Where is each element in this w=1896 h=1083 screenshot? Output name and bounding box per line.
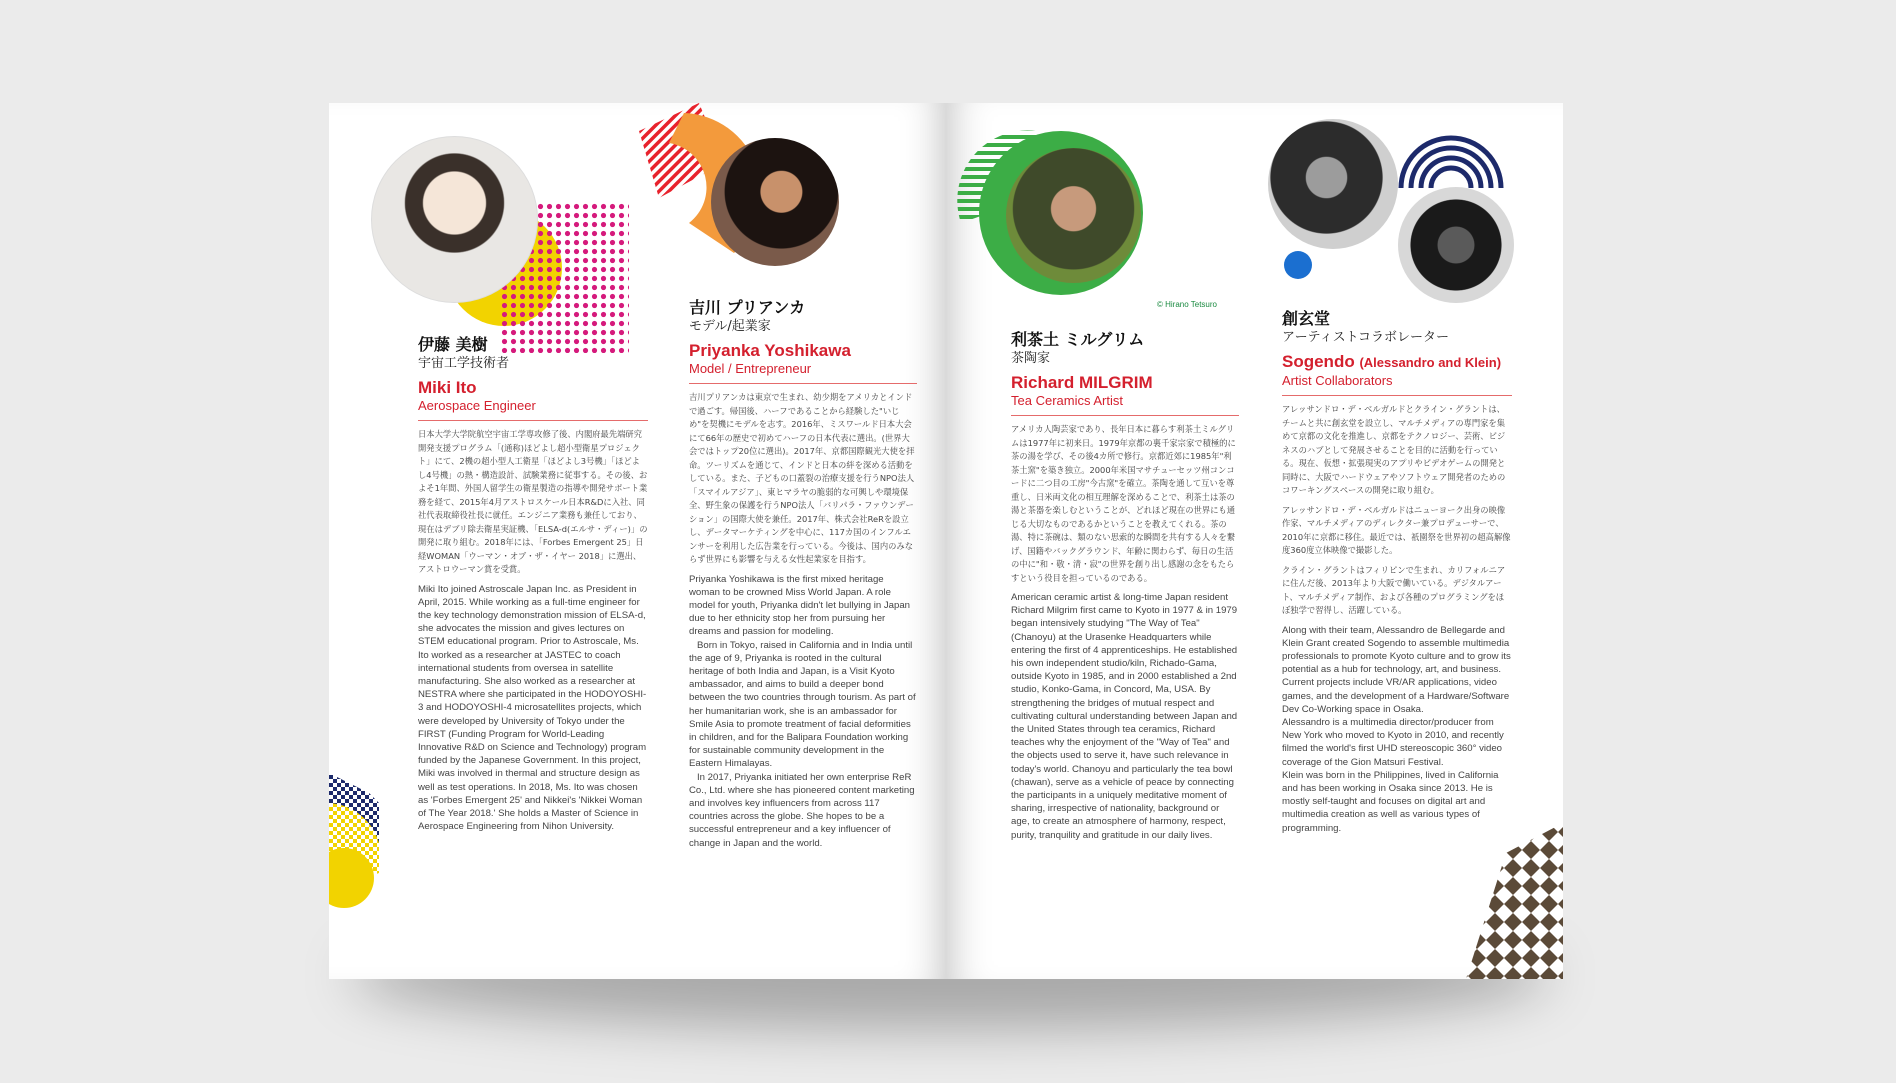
diamond-pattern <box>1466 823 1563 979</box>
blue-circle-shape <box>1284 251 1312 279</box>
name-en: Priyanka Yoshikawa <box>689 341 851 360</box>
name-en: Miki Ito <box>418 378 477 397</box>
role-jp: アーティストコラボレーター <box>1282 330 1450 345</box>
bio-jp: 吉川プリアンカは東京で生まれ、幼少期をアメリカとインドで過ごす。帰国後、ハーフであることから経験した"いじめ"を契機にモデルを志す。2016年、ミスワールド日本大会にて66年の歴史で初めてハーフの日本代表に選出。(世界大会ではトップ20位に選出)。2017年、京都国際観光大使を拝命。ツーリズムを通じて、インドと日本の絆を深める活動をしている。また、子どもの口蓋裂の治療支援を行うNPO法人「スマイルアジア」、東ヒマラヤの脆弱的な可興しや環境保全、野生象の保護を行うNPO法人「バリパラ・ファウンデーション」の国際大使を兼任。2017年、株式会社ReRを設立し、データマーケティングを中心に、117カ国のインフルエンサーを利用した広告業を行っている。今後は、国内のみならず世界にも影響を与える女性起業家を目指す。 <box>689 392 915 564</box>
portrait-photo-miki-ito <box>371 136 538 303</box>
bio-en-2: Born in Tokyo, raised in California and in India until the age of 9, Priyanka is rooted in the cultural heritage of both India and Japan, is a Visit Kyoto ambassador, and aims to build a deeper bond between the two countries through tourism. As part of her humanitarian work, she is an ambassador for Smile Asia to promote treatment of facial deformities in children, and for the Balipara Foundation working for sustainable community development in the Eastern Himalayas. <box>689 639 916 770</box>
role-en: Artist Collaborators <box>1282 373 1393 388</box>
portrait-photo-alessandro <box>1268 119 1398 249</box>
divider <box>689 383 917 384</box>
portrait-photo-richard-milgrim <box>1006 148 1141 283</box>
portrait-photo-klein <box>1398 187 1514 303</box>
bio-en-3: Klein was born in the Philippines, lived in California and has been working in Osaka since 2013. He is mostly self-taught and focuses on digital art and multimedia creation as well as various types of programming. <box>1282 769 1499 834</box>
portrait-photo-priyanka-yoshikawa <box>711 138 839 266</box>
divider <box>418 420 648 421</box>
profile-sogendo <box>1282 309 1512 835</box>
bio-jp-2: アレッサンドロ・デ・ベルガルドはニューヨーク出身の映像作家、マルチメディアのディレクター兼プロデューサーで、2010年に京都に移住。最近では、祇園祭を世界初の超高解像度360度立体映像で撮影した。 <box>1282 504 1511 555</box>
bio-en-2: Alessandro is a multimedia director/producer from New York who moved to Kyoto in 2010, and recently filmed the world's first UHD stereoscopic 360° video coverage of the Gion Matsuri Festival. <box>1282 716 1504 768</box>
name-jp: 伊藤 美樹 <box>418 335 488 354</box>
left-page <box>329 103 946 979</box>
bio-en: American ceramic artist & long-time Japan resident Richard Milgrim first came to Kyoto in 1977 & in 1979 began intensively studying "The Way of Tea" (Chanoyu) at the Urasenke Headquarters while entering the first of 4 apprenticeships. He established his own independent studio/kiln, Richado-Gama, outside Kyoto in 1985, and in 2000 established a 2nd studio, Konko-Gama, in Concord, Ma, USA. By strengthening the bridges of mutual respect and cultivating cultural understanding between Japan and the United States through tea ceramics, Richard teaches why the enjoyment of the "Way of Tea" and the objects used to serve it, have such relevance in today's world. Chanoyu and particularly the tea bowl (chawan), serve as a vehicle of peace by connecting the participants in a uniquely meditative moment of sharing, irrespective of nationality, background or age, to create an atmosphere of harmony, respect, purity, tranquility and gratitude in our daily lives. <box>1011 592 1238 841</box>
profile-richard-milgrim <box>1011 330 1239 842</box>
bio-jp-3: クライン・グラントはフィリピンで生まれ、カリフォルニアに住んだ後、2013年より大阪で働いている。デジタルアート、マルチメディア制作、および各種のプログラミングをほぼ独学で習得し、活躍している。 <box>1282 564 1506 615</box>
bio-en: Miki Ito joined Astroscale Japan Inc. as President in April, 2015. While working as a full-time engineer for the key technology demonstration mission of ELSA-d, she advocates the mission and gives lectures on STEM educational program. Prior to Astroscale, Ms. Ito worked as a researcher at JASTEC to coach international students from oversea in satellite manufacturing. She also worked as a researcher at NESTRA where she participated in the HODOYOSHI-3 and HODOYOSHI-4 microsatellites projects, which were developed by University of Tokyo under the FIRST (Funding Program for World-Leading Innovative R&D on Science and Technology) program funded by the Japanese Government. In this project, Miki was involved in thermal and structure design as well as test operations. In 2018, Ms. Ito was chosen as 'Forbes Emergent 25' and Nikkei's 'Nikkei Woman of The Year 2018.' She holds a Master of Science in Aerospace Engineering from Nihon University. <box>418 583 647 833</box>
divider <box>1282 395 1512 396</box>
right-page <box>946 103 1563 979</box>
bio-en-1: Priyanka Yoshikawa is the first mixed heritage woman to be crowned Miss World Japan. A role model for youth, Priyanka didn't let bullying in Japan due to her ethnicity stop her from pursuing her dreams and passion for modeling. <box>689 573 911 638</box>
name-en-sub: (Alessandro and Klein) <box>1359 355 1502 370</box>
role-en: Model / Entrepreneur <box>689 361 812 376</box>
name-en: Richard MILGRIM <box>1011 373 1153 392</box>
bio-jp: アメリカ人陶芸家であり、長年日本に暮らす利茶土ミルグリムは1977年に初来日。1979年京都の裏千家宗家で積極的に茶の湯を学び、その後4カ所で修行。京都近郊に1985年"利茶土窯"を築き独立。2000年米国マサチューセッツ州コンコードに二つ目の工房"今古窯"を確立。茶陶を通して互いを尊重し、日米両文化の相互理解を深めることで、利茶土は茶の湯と茶器を楽しむということが、どれほど現在の世界にも通じる大切なものであるかということを教えてくれる。茶の湯、特に茶碗は、類のない思索的な瞬間を共有する人々を繋げ、国籍やバックグラウンド、年齢に関わらず、毎日の生活の中に"和・敬・清・寂"の世界を創り出し感謝の念をもたらすという役目を担っているのである。 <box>1011 424 1236 583</box>
role-jp: 宇宙工学技術者 <box>418 356 510 371</box>
bio-jp: 日本大学大学院航空宇宙工学専攻修了後、内閣府最先端研究開発支援プログラム「(通称)ほどよし超小型衛星プロジェクト」にて、2機の超小型人工衛星「ほどよし3号機」「ほどよし4号機」の熱・構造設計、試験業務に従事する。その後、およそ1年間、外国人留学生の衛星製造の指導や開発サポート業務を経て、2015年4月アストロスケール日本R&Dに入社、同社代表取締役社長に就任。エンジニア業務も兼任しており、現在はデブリ除去衛星実証機、「ELSA-d(エルサ・ディー)」の開発に取り組む。2018年には、「Forbes Emergent 25」日経WOMAN「ウーマン・オブ・ザ・イヤー 2018」に選出、アストロウーマン賞を受賞。 <box>418 429 648 574</box>
profile-priyanka-yoshikawa <box>689 298 917 850</box>
name-jp: 吉川 プリアンカ <box>689 298 806 317</box>
role-jp: 茶陶家 <box>1011 351 1051 366</box>
profile-miki-ito <box>418 335 648 833</box>
bio-en-3: In 2017, Priyanka initiated her own enterprise ReR Co., Ltd. where she has pioneered content marketing and involves key influencers from across 117 countries across the globe. She hopes to be a successful entrepreneur and a key influencer of change in Japan and the world. <box>689 771 915 849</box>
navy-concentric-arcs <box>1401 138 1501 188</box>
role-en: Aerospace Engineer <box>418 398 536 413</box>
name-jp: 創玄堂 <box>1282 309 1331 328</box>
photo-credit: © Hirano Tetsuro <box>1157 300 1217 309</box>
name-en <box>1282 352 1512 373</box>
divider <box>1011 415 1239 416</box>
role-en: Tea Ceramics Artist <box>1011 393 1123 408</box>
bio-jp-1: アレッサンドロ・デ・ベルガルドとクライン・グラントは、チームと共に創玄堂を設立し、マルチメディアの専門家を集めて京都の文化を推進し、京都をテクノロジー、芸術、ビジネスのハブとして発展させることを目的に活動を行っている。現在、仮想・拡張現実のアプリやビデオゲームの開発と同時に、大阪でハードウェアやソフトウェア開発者のためのコワーキングスペースの開発に取り組む。 <box>1282 404 1506 495</box>
bio-en-1: Along with their team, Alessandro de Bellegarde and Klein Grant created Sogendo to assemble multimedia professionals to promote Kyoto culture and to grow its potential as a hub for technology, art, and business. Current projects include VR/AR applications, video games, and the development of a Hardware/Software Dev Co-Working space in Osaka. <box>1282 624 1511 715</box>
role-jp: モデル/起業家 <box>689 319 771 334</box>
name-en-main: Sogendo <box>1282 352 1355 371</box>
name-jp: 利茶土 ミルグリム <box>1011 330 1145 349</box>
